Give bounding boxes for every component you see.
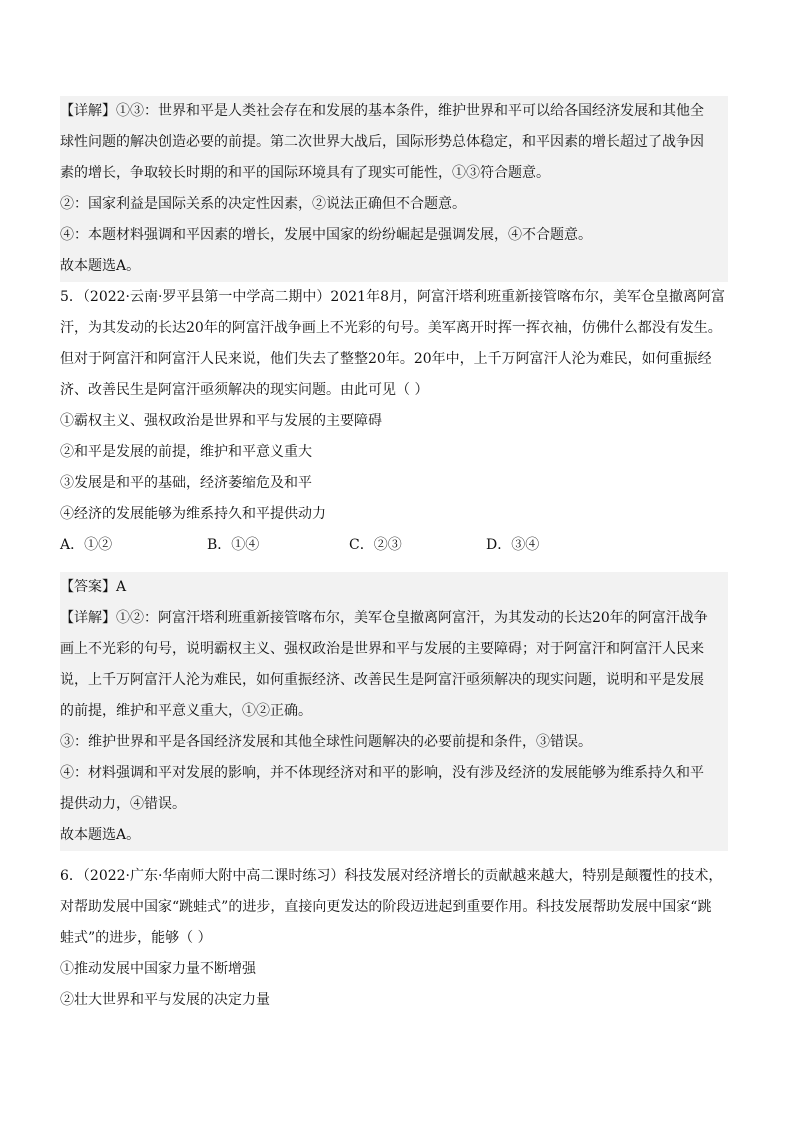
question-6-statement: ②壮大世界和平与发展的决定力量 — [60, 992, 270, 1008]
question-5-statement: ③发展是和平的基础，经济萎缩危及和平 — [60, 475, 312, 491]
explanation-line: 提供动力，④错误。 — [60, 789, 728, 820]
explanation-line: 说，上千万阿富汗人沦为难民，如何重振经济、改善民生是阿富汗亟须解决的现实问题，说明和平是发展 — [60, 665, 728, 696]
question-5-stem: 济、改善民生是阿富汗亟须解决的现实问题。由此可见（ ） — [60, 382, 429, 398]
question-5-stem: 但对于阿富汗和阿富汗人民来说，他们失去了整整20年。20年中，上千万阿富汗人沦为难民，如何重振经 — [60, 351, 712, 367]
question-5-statement: ④经济的发展能够为维系持久和平提供动力 — [60, 506, 326, 522]
answer-line: 【答案】A — [60, 572, 728, 603]
explanation-line: 画上不光彩的句号，说明霸权主义、强权政治是世界和平与发展的主要障碍；对于阿富汗和阿富汗人民来 — [60, 634, 728, 665]
explanation-line: ③：维护世界和平是各国经济发展和其他全球性问题解决的必要前提和条件，③错误。 — [60, 727, 728, 758]
text-line: ②：国家利益是国际关系的决定性因素，②说法正确但不合题意。 — [60, 189, 728, 220]
question-6-stem: 6．（2022·广东·华南师大附中高二课时练习）科技发展对经济增长的贡献越来越大，特别是颠覆性的技术， — [60, 868, 723, 884]
question-5-stem: 5．（2022·云南·罗平县第一中学高二期中）2021年8月，阿富汗塔利班重新接管喀布尔，美军仓皇撤离阿富 — [60, 289, 725, 305]
question-5-stem: 汗，为其发动的长达20年的阿富汗战争画上不光彩的句号。美军离开时挥一挥衣袖，仿佛什么都没有发生。 — [60, 320, 722, 336]
option-b: B．①④ — [207, 537, 260, 553]
option-c: C．②③ — [349, 537, 402, 553]
text-line: 故本题选A。 — [60, 251, 728, 282]
text-line: ④：本题材料强调和平因素的增长，发展中国家的纷纷崛起是强调发展，④不合题意。 — [60, 220, 728, 251]
text-line: 球性问题的解决创造必要的前提。第二次世界大战后，国际形势总体稳定，和平因素的增长超过了战争因 — [60, 127, 728, 158]
explanation-line: 故本题选A。 — [60, 820, 728, 851]
explanation-line: 【详解】①②：阿富汗塔利班重新接管喀布尔，美军仓皇撤离阿富汗，为其发动的长达20年的阿富汗战争 — [60, 603, 728, 634]
option-d: D．③④ — [486, 537, 540, 553]
option-a: A．①② — [60, 537, 113, 553]
question-5-options — [60, 530, 728, 561]
text-line: 素的增长，争取较长时期的和平的国际环境具有了现实可能性，①③符合题意。 — [60, 158, 728, 189]
text-line: 【详解】①③：世界和平是人类社会存在和发展的基本条件，维护世界和平可以给各国经济发展和其他全 — [60, 96, 728, 127]
explanation-line: 的前提，维护和平意义重大，①②正确。 — [60, 696, 728, 727]
explanation-line: ④：材料强调和平对发展的影响，并不体现经济对和平的影响，没有涉及经济的发展能够为维系持久和平 — [60, 758, 728, 789]
question-6-stem: 蛙式”的进步，能够（ ） — [60, 930, 212, 946]
question-5-statement: ①霸权主义、强权政治是世界和平与发展的主要障碍 — [60, 413, 382, 429]
question-5-statement: ②和平是发展的前提，维护和平意义重大 — [60, 444, 312, 460]
question-6-stem: 对帮助发展中国家“跳蛙式”的进步，直接向更发达的阶段迈进起到重要作用。科技发展帮助发展中国家“跳 — [60, 899, 712, 915]
question-6-statement: ①推动发展中国家力量不断增强 — [60, 961, 256, 977]
